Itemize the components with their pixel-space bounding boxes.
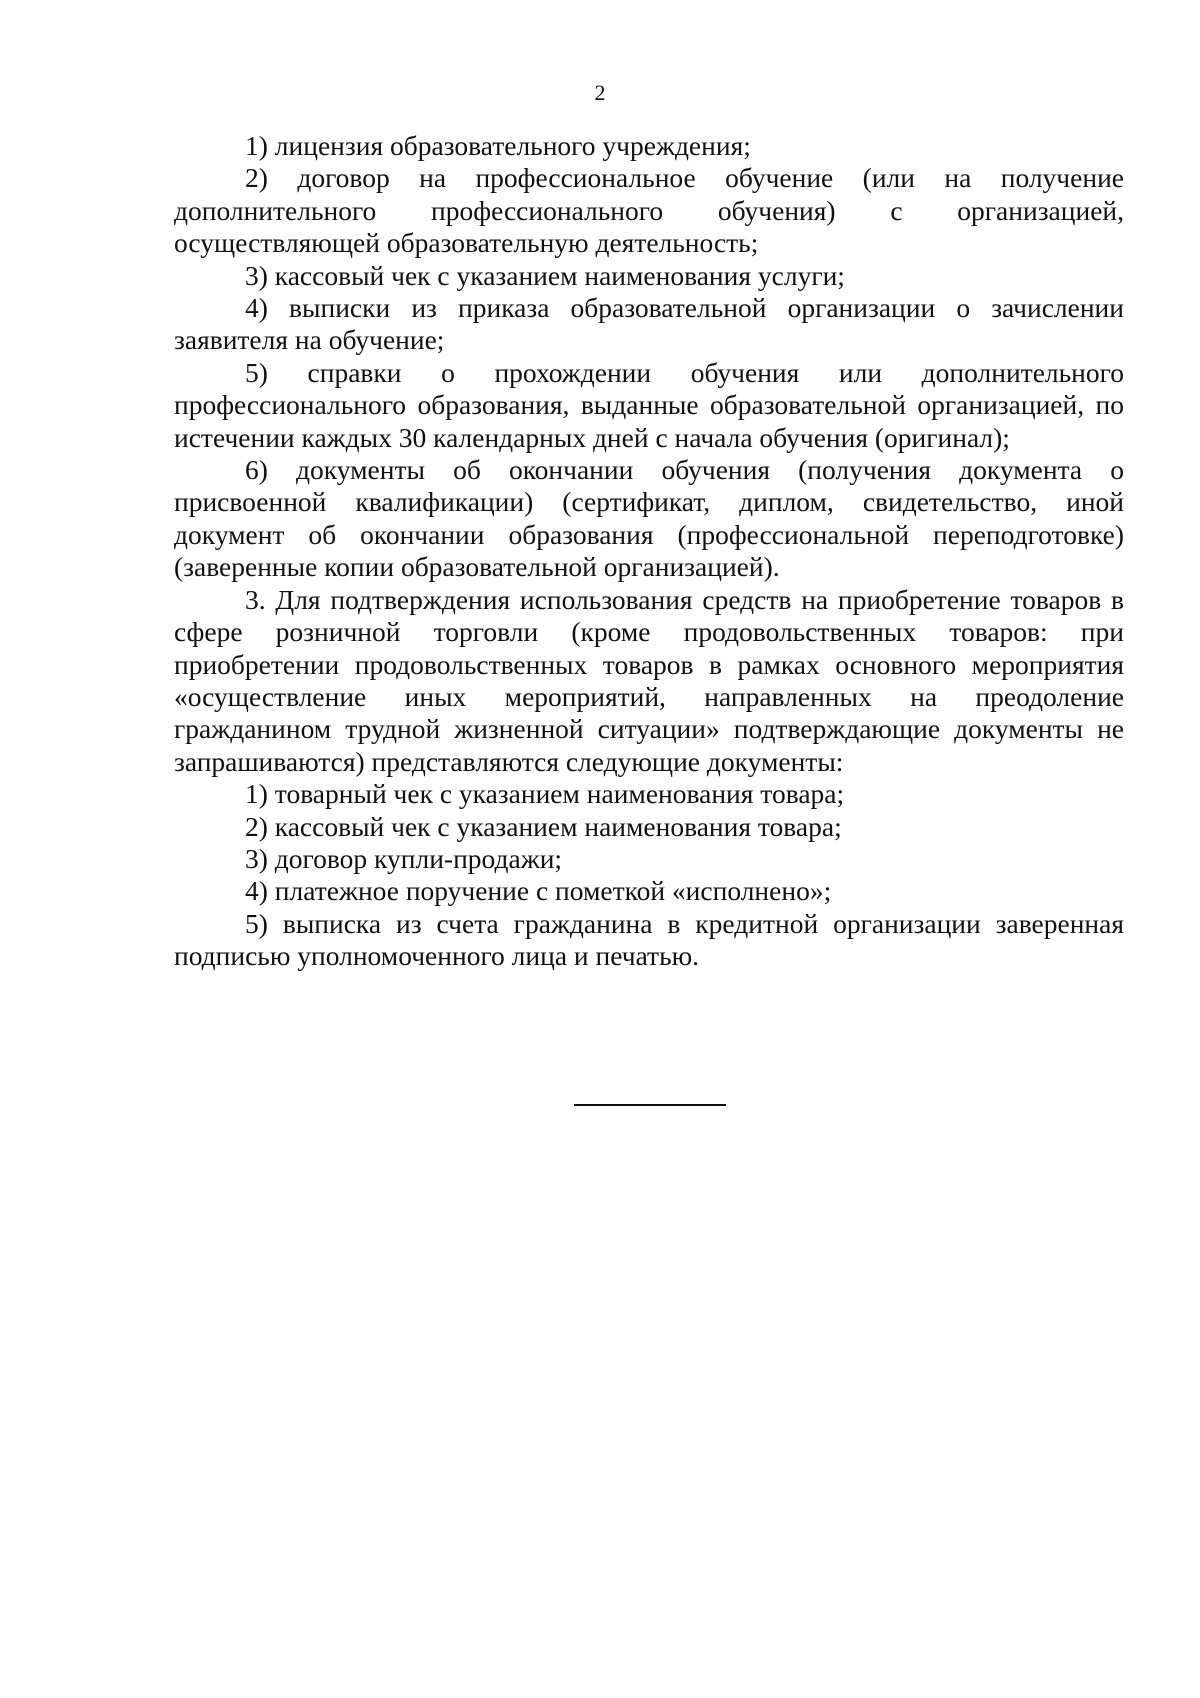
paragraph-item-3-receipt: 3) кассовый чек с указанием наименования услуги;: [245, 259, 845, 291]
paragraph-goods-item-1: 1) товарный чек с указанием наименования товара;: [245, 778, 845, 810]
document-body: [174, 130, 1124, 973]
paragraph-goods-item-5: 5) выписка из счета гражданина в кредитной организации заверенная подписью уполномоченного лица и печатью.: [174, 907, 1124, 972]
paragraph-section-3: 3. Для подтверждения использования средств на приобретение товаров в сфере розничной торговли (кроме продовольственных товаров: при приобретении продовольственных товаров в рамках основного мероприятия «осуществление иных мероприятий, направленных на преодоление гражданином трудной жизненной ситуации» подтверждающие документы не запрашиваются) представляются следующие документы:: [174, 583, 1124, 777]
paragraph-item-2-contract: 2) договор на профессиональное обучение (или на получение дополнительного профессионального обучения) с организацией, осуществляющей образовательную деятельность;: [174, 162, 1124, 259]
paragraph-goods-item-3: 3) договор купли-продажи;: [245, 842, 563, 874]
paragraph-item-1-license: 1) лицензия образовательного учреждения;: [245, 130, 751, 161]
paragraph-item-6-completion-documents: 6) документы об окончании обучения (получения документа о присвоенной квалификации) (сертификат, диплом, свидетельство, иной документ об окончании образования (профессиональной переподготовке) (заверенные копии образовательной организацией).: [174, 454, 1124, 583]
paragraph-item-4-order-extract: 4) выписки из приказа образовательной организации о зачислении заявителя на обучение;: [174, 292, 1124, 356]
paragraph-goods-item-4: 4) платежное поручение с пометкой «исполнено»;: [245, 875, 832, 907]
paragraph-goods-item-2: 2) кассовый чек с указанием наименования товара;: [245, 810, 842, 842]
page-number: 2: [594, 80, 606, 105]
end-separator-line: [574, 1104, 726, 1106]
paragraph-item-5-certificates: 5) справки о прохождении обучения или дополнительного профессионального образования, выданные образовательной организацией, по истечении каждых 30 календарных дней с начала обучения (оригинал);: [174, 356, 1124, 453]
